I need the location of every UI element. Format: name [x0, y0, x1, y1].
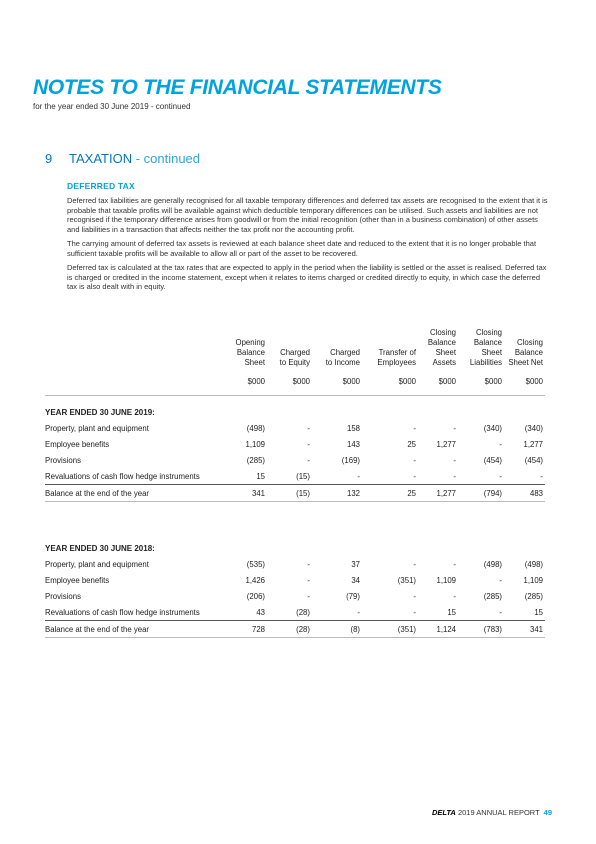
unit-label: $000 [504, 371, 545, 396]
value-cell: - [413, 423, 416, 433]
value-cell: 132 [312, 485, 362, 502]
value-cell: 483 [504, 485, 545, 502]
value-cell: 25 [362, 485, 418, 502]
value-cell: - [413, 471, 416, 481]
total-row [45, 485, 545, 502]
table-row [45, 556, 545, 572]
column-header-line: Balance [473, 338, 502, 347]
value-cell: - [453, 559, 456, 569]
page-number: 49 [543, 808, 552, 817]
column-header-line: Charged [330, 348, 360, 357]
spacer-cell [45, 502, 545, 533]
value-cell: - [307, 575, 310, 585]
table-row [45, 436, 545, 452]
value-cell: - [307, 439, 310, 449]
value-cell: (498) [483, 559, 502, 569]
value-cell: - [499, 607, 502, 617]
value-cell: 25 [407, 439, 416, 449]
value-cell: (285) [246, 455, 265, 465]
value-cell: (351) [362, 621, 418, 638]
value-cell: - [413, 607, 416, 617]
value-cell: (79) [346, 591, 360, 601]
page-title: NOTES TO THE FINANCIAL STATEMENTS [33, 76, 442, 99]
row-label: Balance at the end of the year [45, 485, 225, 502]
column-header-line: Transfer of [378, 348, 416, 357]
row-label: Provisions [45, 455, 81, 465]
year-heading-row [45, 396, 545, 421]
column-header-line: Charged [280, 348, 310, 357]
table-row [45, 420, 545, 436]
value-cell: (794) [458, 485, 504, 502]
value-cell: (28) [267, 621, 312, 638]
value-cell: (285) [483, 591, 502, 601]
value-cell: 1,124 [418, 621, 458, 638]
table-body [45, 396, 545, 638]
table-row [45, 452, 545, 468]
column-header [312, 328, 362, 371]
section-heading [45, 151, 200, 166]
value-cell: (498) [524, 559, 543, 569]
value-cell: - [453, 423, 456, 433]
total-row [45, 621, 545, 638]
year-heading: YEAR ENDED 30 JUNE 2018: [45, 543, 155, 553]
value-cell: (340) [483, 423, 502, 433]
column-header-line: Closing [429, 328, 456, 337]
value-cell: 15 [256, 471, 265, 481]
value-cell: - [307, 559, 310, 569]
paragraph: Deferred tax liabilities are generally recognised for all taxable temporary differences and deferred tax assets are recognised to the extent that it is probable that taxable profits will be available against which deductible temporary differences can be utilised. Such assets and liabilities are not recognised if the temporary difference arises from goodwill or from the initial recognition (other than in a business combination) of other assets and liabilities in a transaction that affects neither the tax profit nor the accounting profit. [67, 196, 548, 234]
column-header-line: Closing [475, 328, 502, 337]
table-header-row [45, 328, 545, 371]
unit-label: $000 [458, 371, 504, 396]
deferred-tax-table [45, 328, 545, 638]
column-header-line: Sheet [481, 348, 502, 357]
column-header-line: Sheet [435, 348, 456, 357]
value-cell: - [499, 439, 502, 449]
row-label: Revaluations of cash flow hedge instruments [45, 607, 200, 617]
value-cell: 1,277 [418, 485, 458, 502]
value-cell: 1,277 [523, 439, 543, 449]
value-cell: (340) [524, 423, 543, 433]
value-cell: - [540, 471, 543, 481]
value-cell: - [307, 423, 310, 433]
column-header-line: Opening [235, 338, 265, 347]
value-cell: - [413, 559, 416, 569]
value-cell: 1,109 [245, 439, 265, 449]
value-cell: (783) [458, 621, 504, 638]
page-subtitle: for the year ended 30 June 2019 - continued [33, 102, 191, 111]
header-label-spacer [45, 328, 225, 371]
value-cell: (8) [312, 621, 362, 638]
column-header-line: Closing [516, 338, 543, 347]
value-cell: 143 [346, 439, 360, 449]
table-row [45, 604, 545, 621]
value-cell: 728 [225, 621, 267, 638]
column-header-line: Liabilities [469, 358, 502, 367]
page-footer [432, 808, 552, 817]
value-cell: (169) [341, 455, 360, 465]
value-cell: - [499, 575, 502, 585]
value-cell: 34 [351, 575, 360, 585]
column-header-line: to Equity [279, 358, 310, 367]
paragraph: The carrying amount of deferred tax assets is reviewed at each balance sheet date and reduced to the extent that it is no longer probable that sufficient taxable profits will be available to allow all or part of the asset to be recovered. [67, 239, 537, 258]
column-header-line: Assets [432, 358, 456, 367]
row-label: Balance at the end of the year [45, 621, 225, 638]
column-header [418, 328, 458, 371]
row-label: Provisions [45, 591, 81, 601]
section-suffix: - continued [132, 151, 201, 166]
value-cell: (206) [246, 591, 265, 601]
table-row [45, 588, 545, 604]
unit-label-spacer [45, 371, 225, 396]
value-cell: (285) [524, 591, 543, 601]
spacer-row [45, 502, 545, 533]
value-cell: 158 [346, 423, 360, 433]
value-cell: 15 [534, 607, 543, 617]
year-heading-row [45, 532, 545, 556]
column-header-line: Balance [427, 338, 456, 347]
row-label: Property, plant and equipment [45, 559, 149, 569]
value-cell: 341 [504, 621, 545, 638]
column-header-line: to Income [325, 358, 360, 367]
value-cell: 1,109 [523, 575, 543, 585]
column-header [267, 328, 312, 371]
value-cell: - [453, 591, 456, 601]
column-header [458, 328, 504, 371]
value-cell: - [357, 607, 360, 617]
column-header [362, 328, 418, 371]
unit-label: $000 [418, 371, 458, 396]
value-cell: (535) [246, 559, 265, 569]
section-number: 9 [45, 151, 53, 166]
column-header-line: Sheet [244, 358, 265, 367]
row-label: Property, plant and equipment [45, 423, 149, 433]
value-cell: (15) [296, 471, 310, 481]
column-header [225, 328, 267, 371]
paragraph: Deferred tax is calculated at the tax rates that are expected to apply in the period when the liability is settled or the asset is realised. Deferred tax is charged or credited in the income statement, except when it relates to items charged or credited directly to equity, in which case the deferred tax is also dealt with in equity. [67, 263, 547, 291]
column-header [504, 328, 545, 371]
column-header-line: Balance [514, 348, 543, 357]
unit-label: $000 [225, 371, 267, 396]
row-label: Employee benefits [45, 439, 110, 449]
year-heading: YEAR ENDED 30 JUNE 2019: [45, 407, 155, 417]
value-cell: - [413, 591, 416, 601]
value-cell: (15) [267, 485, 312, 502]
value-cell: - [499, 471, 502, 481]
row-label: Revaluations of cash flow hedge instruments [45, 471, 200, 481]
table-unit-row [45, 371, 545, 396]
value-cell: 37 [351, 559, 360, 569]
value-cell: - [413, 455, 416, 465]
footer-brand: DELTA [431, 808, 456, 817]
value-cell: (28) [296, 607, 310, 617]
value-cell: (351) [397, 575, 416, 585]
value-cell: (498) [246, 423, 265, 433]
column-header-line: Sheet Net [508, 358, 543, 367]
unit-label: $000 [362, 371, 418, 396]
column-header-line: Employees [377, 358, 416, 367]
value-cell: - [453, 455, 456, 465]
table-row [45, 572, 545, 588]
value-cell: - [453, 471, 456, 481]
value-cell: 1,109 [436, 575, 456, 585]
value-cell: - [357, 471, 360, 481]
unit-label: $000 [267, 371, 312, 396]
value-cell: 341 [225, 485, 267, 502]
value-cell: (454) [483, 455, 502, 465]
value-cell: 1,277 [436, 439, 456, 449]
value-cell: 43 [256, 607, 265, 617]
table-row [45, 468, 545, 485]
body-text [67, 196, 552, 297]
value-cell: 15 [447, 607, 456, 617]
row-label: Employee benefits [45, 575, 110, 585]
footer-report: 2019 ANNUAL REPORT [455, 808, 540, 817]
value-cell: - [307, 455, 310, 465]
value-cell: - [307, 591, 310, 601]
unit-label: $000 [312, 371, 362, 396]
section-title: TAXATION [69, 151, 133, 166]
value-cell: 1,426 [245, 575, 265, 585]
subsection-heading: DEFERRED TAX [67, 181, 135, 191]
column-header-line: Balance [236, 348, 265, 357]
value-cell: (454) [524, 455, 543, 465]
